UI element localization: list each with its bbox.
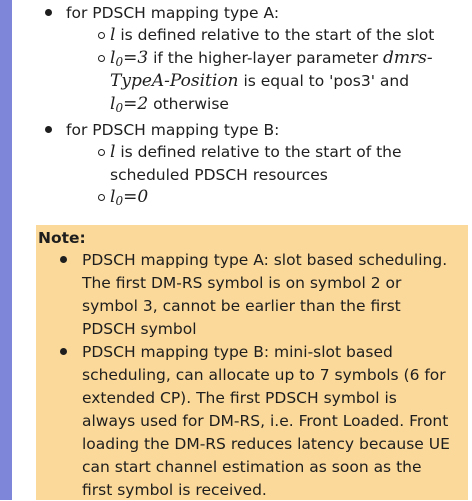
list-subitem-type-b-line1: l is defined relative to the start of the xyxy=(110,142,402,162)
note-item-2-line: scheduling, can allocate up to 7 symbols (6 for xyxy=(82,366,446,384)
list-subitem-type-a-l0-line1: $l_0=3$ if the higher-layer parameter dmrs- xyxy=(110,48,433,69)
list-subitem-type-b-l0 xyxy=(110,186,148,208)
variable-l: l xyxy=(110,25,116,45)
parameter-typea-position: TypeA-Position xyxy=(110,71,239,91)
bullet-disc-icon xyxy=(60,256,67,263)
parameter-dmrs: dmrs- xyxy=(383,48,433,68)
bullet-disc-icon xyxy=(45,9,52,16)
note-title: Note: xyxy=(38,229,86,247)
bullet-circle-icon xyxy=(98,55,105,62)
bullet-disc-icon xyxy=(45,126,52,133)
bullet-circle-icon xyxy=(98,149,105,156)
note-box xyxy=(36,225,468,500)
variable-l: l xyxy=(110,142,116,162)
note-item-2-line: first symbol is received. xyxy=(82,481,267,499)
note-item-2-line: PDSCH mapping type B: mini-slot based xyxy=(82,343,393,361)
bullet-disc-icon xyxy=(60,348,67,355)
note-item-2-line: loading the DM-RS reduces latency because UE xyxy=(82,435,450,453)
note-item-1-line: The first DM-RS symbol is on symbol 2 or xyxy=(82,274,402,292)
list-item-type-a-label: for PDSCH mapping type A: xyxy=(66,4,280,22)
note-item-1-line: symbol 3, cannot be earlier than the first xyxy=(82,297,401,315)
note-item-1-line: PDSCH mapping type A: slot based scheduling. xyxy=(82,251,448,269)
list-subitem-type-a-l0-line2: TypeA-Position is equal to 'pos3' and xyxy=(110,71,410,91)
equation-l0-2: $l_0=2$ xyxy=(110,94,149,115)
list-subitem-type-a-slot: l is defined relative to the start of the slot xyxy=(110,25,435,45)
bullet-circle-icon xyxy=(98,32,105,39)
note-item-1-line: PDSCH symbol xyxy=(82,320,197,338)
equation-l0-3: $l_0=3$ xyxy=(110,48,149,69)
list-subitem-type-a-l0-line3: $l_0=2$ otherwise xyxy=(110,94,229,115)
list-item-type-b-label: for PDSCH mapping type B: xyxy=(66,121,280,139)
document-content xyxy=(12,0,472,500)
left-accent-bar xyxy=(0,0,12,500)
note-item-2-line: extended CP). The first PDSCH symbol is xyxy=(82,389,397,407)
bullet-circle-icon xyxy=(98,194,105,201)
equation-l0-0: $l_0=0$ xyxy=(110,187,149,208)
list-subitem-type-b-line2: scheduled PDSCH resources xyxy=(110,166,328,184)
note-item-2-line: can start channel estimation as soon as the xyxy=(82,458,422,476)
note-item-2-line: always used for DM-RS, i.e. Front Loaded. Front xyxy=(82,412,449,430)
